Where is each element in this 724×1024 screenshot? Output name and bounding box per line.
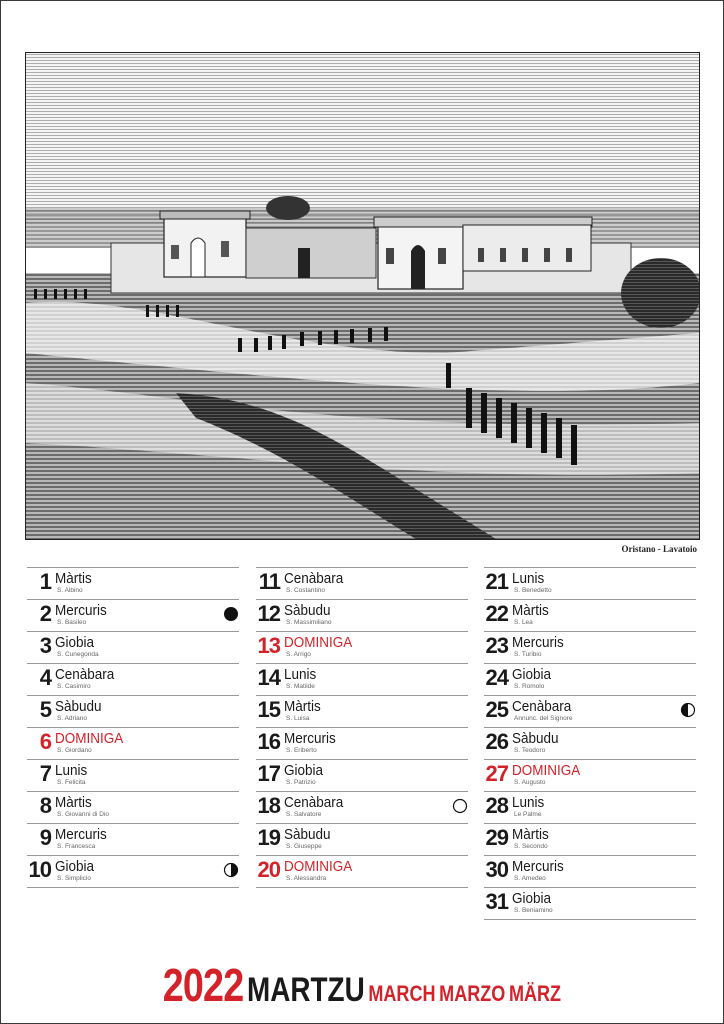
- day-number: 24: [485, 665, 508, 690]
- calendar-footer: [0, 958, 724, 1018]
- day-number: 21: [485, 569, 508, 594]
- saint-name: S. Francesca: [57, 843, 96, 850]
- day-number: 27: [485, 761, 508, 786]
- day-row: [27, 664, 239, 696]
- day-row-sunday: [256, 856, 468, 888]
- weekday-name: Cenàbara: [512, 698, 572, 715]
- last-quarter-icon: [680, 702, 696, 718]
- day-number: 11: [258, 569, 280, 594]
- weekday-name: Mercuris: [55, 826, 107, 843]
- weekday-name: Sàbudu: [284, 602, 331, 619]
- weekday-name: Màrtis: [512, 826, 549, 843]
- saint-name: S. Augusto: [514, 779, 546, 786]
- day-row-sunday: [27, 728, 239, 760]
- saint-name: S. Secondo: [514, 843, 548, 850]
- weekday-name: DOMINIGA: [284, 634, 353, 651]
- saint-name: S. Amedeo: [514, 875, 546, 882]
- day-number: 9: [39, 825, 51, 850]
- day-number: 26: [485, 729, 508, 754]
- saint-name: S. Romolo: [514, 683, 545, 690]
- weekday-name: DOMINIGA: [512, 762, 581, 779]
- day-number: 15: [257, 697, 280, 722]
- day-number: 22: [485, 601, 508, 626]
- saint-name: S. Alessandra: [286, 875, 327, 882]
- month-label-english: MARCH: [368, 981, 436, 1006]
- saint-name: S. Patrizio: [286, 779, 316, 786]
- day-row: [484, 664, 696, 696]
- weekday-name: Giobia: [512, 666, 552, 683]
- saint-name: S. Cunegonda: [57, 651, 99, 658]
- weekday-name: Lunis: [55, 762, 88, 779]
- saint-name: S. Massimiliano: [286, 619, 332, 626]
- weekday-name: Lunis: [512, 570, 545, 587]
- saint-name: S. Basileo: [57, 619, 87, 626]
- saint-name: S. Simplicio: [57, 875, 91, 882]
- saint-name: S. Giuseppe: [286, 843, 322, 850]
- day-number: 8: [39, 793, 51, 818]
- saint-name: Annunc. del Signore: [514, 715, 573, 722]
- weekday-name: Màrtis: [55, 794, 92, 811]
- day-number: 6: [39, 729, 51, 754]
- month-label-italian: MARZO: [439, 981, 506, 1006]
- day-number: 5: [39, 697, 51, 722]
- engraving-illustration: [25, 52, 700, 540]
- day-row: [27, 824, 239, 856]
- saint-name: S. Teodoro: [514, 747, 546, 754]
- day-row: [256, 792, 468, 824]
- day-row: [484, 567, 696, 600]
- day-row: [484, 824, 696, 856]
- day-number: 17: [257, 761, 280, 786]
- day-number: 25: [485, 697, 508, 722]
- weekday-name: Sàbudu: [284, 826, 331, 843]
- day-number: 2: [39, 601, 51, 626]
- calendar-column-3: [484, 567, 696, 920]
- day-row: [27, 696, 239, 728]
- day-number: 4: [39, 665, 51, 690]
- saint-name: S. Giordano: [57, 747, 92, 754]
- day-row: [256, 728, 468, 760]
- day-row: [27, 856, 239, 888]
- day-row: [484, 728, 696, 760]
- day-row: [27, 567, 239, 600]
- day-row: [256, 696, 468, 728]
- weekday-name: Lunis: [512, 794, 545, 811]
- year-label: 2022: [162, 959, 244, 1011]
- weekday-name: DOMINIGA: [55, 730, 124, 747]
- day-row: [484, 856, 696, 888]
- saint-name: S. Beniamino: [514, 907, 553, 914]
- weekday-name: Cenàbara: [284, 570, 344, 587]
- day-row: [256, 824, 468, 856]
- saint-name: S. Turibio: [514, 651, 542, 658]
- saint-name: S. Casimiro: [57, 683, 91, 690]
- full-moon-icon: [452, 798, 468, 814]
- day-row: [256, 567, 468, 600]
- day-row-sunday: [256, 632, 468, 664]
- weekday-name: Mercuris: [284, 730, 336, 747]
- month-label-german: MÄRZ: [509, 981, 562, 1006]
- saint-name: S. Luisa: [286, 715, 310, 722]
- first-quarter-icon: [223, 862, 239, 878]
- illustration-caption: Oristano - Lavatoio: [621, 544, 697, 554]
- weekday-name: Sàbudu: [55, 698, 102, 715]
- day-row: [256, 760, 468, 792]
- weekday-name: Mercuris: [512, 634, 564, 651]
- weekday-name: Giobia: [55, 634, 95, 651]
- saint-name: S. Eriberto: [286, 747, 317, 754]
- day-row: [27, 792, 239, 824]
- day-row: [256, 600, 468, 632]
- day-row: [484, 632, 696, 664]
- saint-name: S. Lea: [514, 619, 533, 626]
- day-row: [484, 888, 696, 920]
- new-moon-icon: [223, 606, 239, 622]
- calendar-column-2: [256, 567, 468, 888]
- day-number: 23: [485, 633, 508, 658]
- saint-name: S. Arrigo: [286, 651, 311, 658]
- day-number: 10: [28, 857, 51, 882]
- weekday-name: Mercuris: [512, 858, 564, 875]
- weekday-name: Cenàbara: [55, 666, 115, 683]
- weekday-name: Màrtis: [284, 698, 321, 715]
- weekday-name: Màrtis: [512, 602, 549, 619]
- day-number: 7: [39, 761, 51, 786]
- month-label-sardinian: MARTZU: [247, 971, 365, 1009]
- saint-name: S. Costantino: [286, 587, 326, 594]
- day-number: 30: [485, 857, 508, 882]
- weekday-name: Cenàbara: [284, 794, 344, 811]
- day-row-sunday: [484, 760, 696, 792]
- saint-name: S. Felicita: [57, 779, 86, 786]
- saint-name: S. Matilde: [286, 683, 315, 690]
- calendar-column-1: [27, 567, 239, 888]
- saint-name: Le Palme: [514, 811, 542, 818]
- saint-name: S. Albino: [57, 587, 83, 594]
- day-number: 13: [257, 633, 280, 658]
- day-number: 19: [257, 825, 280, 850]
- weekday-name: Màrtis: [55, 570, 92, 587]
- day-row: [27, 760, 239, 792]
- day-number: 29: [485, 825, 508, 850]
- day-number: 14: [257, 665, 280, 690]
- day-number: 28: [485, 793, 508, 818]
- day-number: 20: [257, 857, 280, 882]
- saint-name: S. Salvatore: [286, 811, 322, 818]
- day-number: 18: [257, 793, 280, 818]
- saint-name: S. Benedetto: [514, 587, 552, 594]
- day-number: 3: [39, 633, 51, 658]
- weekday-name: Giobia: [512, 890, 552, 907]
- saint-name: S. Giovanni di Dio: [57, 811, 110, 818]
- weekday-name: DOMINIGA: [284, 858, 353, 875]
- day-row: [27, 632, 239, 664]
- day-row: [484, 792, 696, 824]
- weekday-name: Mercuris: [55, 602, 107, 619]
- day-number: 16: [257, 729, 280, 754]
- day-row: [484, 600, 696, 632]
- weekday-name: Lunis: [284, 666, 317, 683]
- weekday-name: Giobia: [284, 762, 324, 779]
- saint-name: S. Adriano: [57, 715, 87, 722]
- weekday-name: Giobia: [55, 858, 95, 875]
- day-number: 1: [39, 569, 51, 594]
- day-row: [256, 664, 468, 696]
- weekday-name: Sàbudu: [512, 730, 559, 747]
- day-row: [484, 696, 696, 728]
- day-number: 31: [485, 889, 508, 914]
- day-row: [27, 600, 239, 632]
- day-number: 12: [257, 601, 280, 626]
